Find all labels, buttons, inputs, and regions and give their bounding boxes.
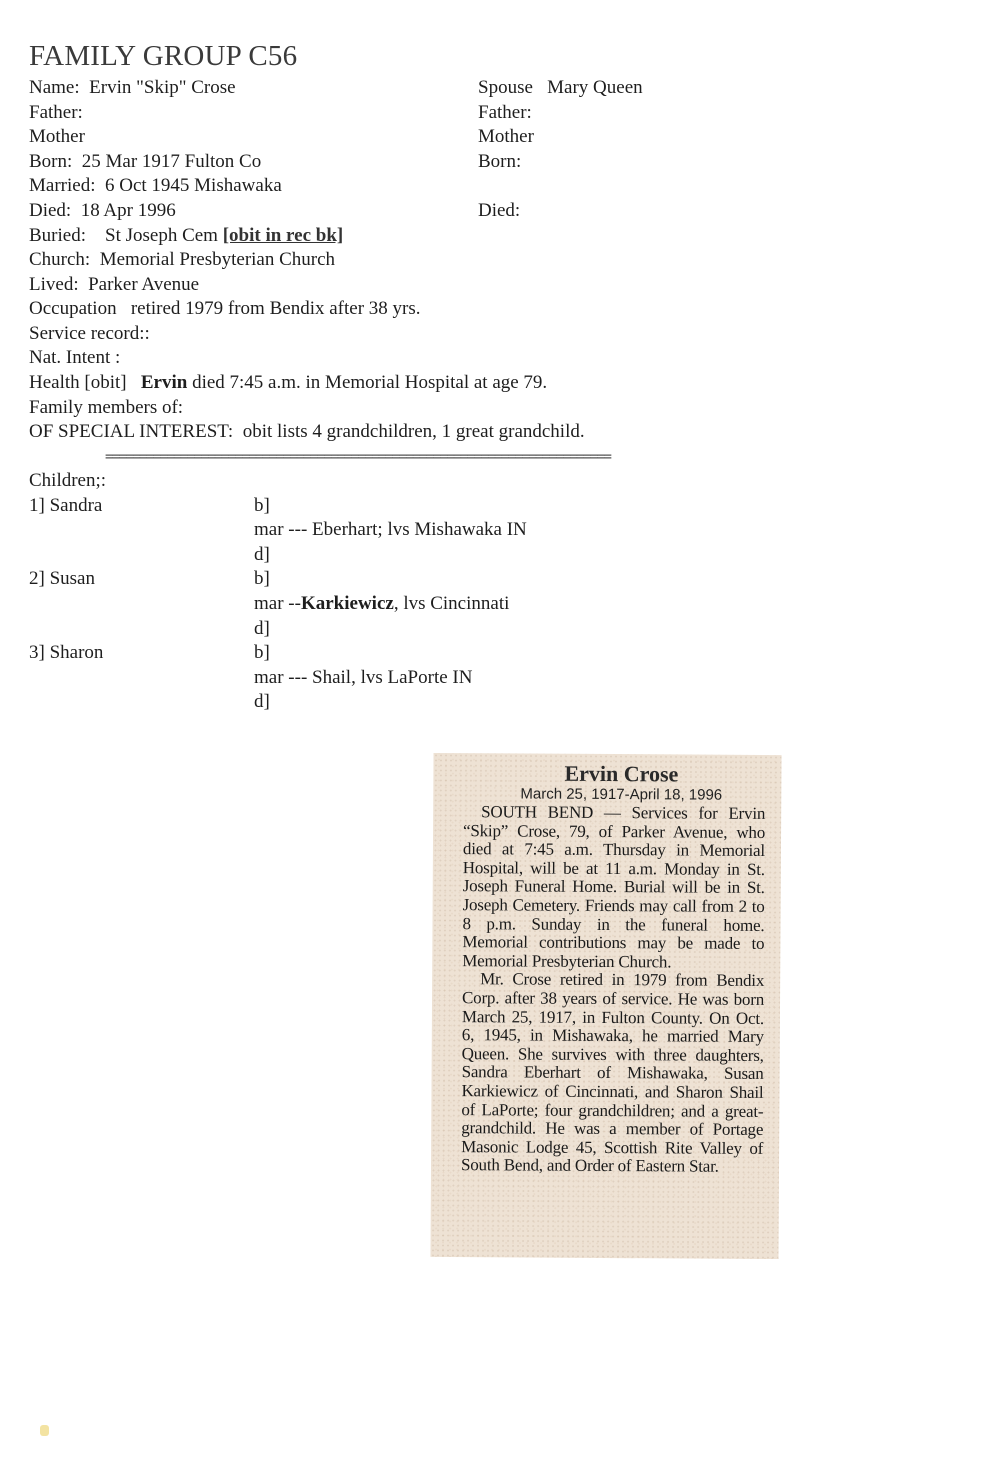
name-value: Ervin "Skip" Crose <box>89 77 236 98</box>
buried-row <box>29 224 343 248</box>
children-label: Children;: <box>29 470 107 491</box>
child-3-name: 3] Sharon <box>29 642 104 663</box>
paper-speck <box>40 1425 49 1436</box>
died-value: 18 Apr 1996 <box>80 200 176 221</box>
spouse-row <box>478 76 643 100</box>
child-3-mar-prefix: mar --- <box>254 667 313 688</box>
child-1-name: 1] Sandra <box>29 495 103 516</box>
lived-row <box>29 273 199 297</box>
special-interest-label: OF SPECIAL INTEREST: <box>29 421 234 442</box>
health-label: Health [obit] <box>29 372 127 393</box>
obituary-body <box>461 803 765 1177</box>
buried-label: Buried: <box>29 225 86 246</box>
born-label: Born: <box>29 151 73 172</box>
child-2-mar-prefix: mar -- <box>254 593 301 614</box>
married-label: Married: <box>29 175 96 196</box>
name-row <box>29 76 236 100</box>
child-3-born: b] <box>254 642 270 663</box>
obit-link[interactable]: [obit in rec bk] <box>222 225 344 246</box>
child-2-married <box>254 592 509 616</box>
spouse-name: Mary Queen <box>547 77 643 98</box>
page-title: FAMILY GROUP C56 <box>29 40 298 72</box>
child-2-name: 2] Susan <box>29 568 95 589</box>
child-1-mar-prefix: mar --- <box>254 519 313 540</box>
buried-value: St Joseph Cem <box>105 225 218 246</box>
married-row <box>29 174 282 198</box>
family-members-label: Family members of: <box>29 397 184 418</box>
special-interest-value: obit lists 4 grandchildren, 1 great grandchild. <box>242 421 585 442</box>
special-interest-row <box>29 420 585 444</box>
child-3-mar-rest: Shail, lvs LaPorte IN <box>312 667 473 688</box>
father-label: Father: <box>29 102 83 123</box>
child-2-died: d] <box>254 618 270 639</box>
child-2-mar-rest: , lvs Cincinnati <box>393 593 510 614</box>
occupation-row <box>29 297 421 321</box>
obituary-paragraph: SOUTH BEND — Services for Ervin “Skip” Crose, 79, of Parker Avenue, who died at 7:45 a.m. Thursday in Memorial Hospital, will be at 11 a.m. Monday in St. Joseph Funeral Home. Burial will be in St. Joseph Cemetery. Friends may call from 2 to 8 p.m. Sunday in the funeral home. Memorial contributions may be made to Memorial Presbyterian Church. <box>462 802 766 972</box>
church-value: Memorial Presbyterian Church <box>99 249 336 270</box>
spouse-label: Spouse <box>478 77 533 98</box>
obituary-heading: Ervin Crose <box>564 760 679 787</box>
obituary-clipping <box>430 753 781 1259</box>
born-value: 25 Mar 1917 Fulton Co <box>81 151 262 172</box>
child-1-married <box>254 518 527 542</box>
health-name: Ervin <box>140 372 188 393</box>
child-1-died: d] <box>254 544 270 565</box>
spouse-mother-label: Mother <box>478 126 534 147</box>
occupation-value: retired 1979 from Bendix after 38 yrs. <box>130 298 421 319</box>
nat-intent-label: Nat. Intent : <box>29 347 121 368</box>
obituary-dates: March 25, 1917-April 18, 1996 <box>520 785 723 804</box>
child-2-mar-surname: Karkiewicz <box>300 593 394 614</box>
child-1-born: b] <box>254 495 270 516</box>
child-2-born: b] <box>254 568 270 589</box>
child-1-mar-rest: Eberhart; lvs Mishawaka IN <box>312 519 527 540</box>
child-3-died: d] <box>254 691 270 712</box>
service-record-label: Service record:: <box>29 323 150 344</box>
lived-label: Lived: <box>29 274 79 295</box>
church-row <box>29 248 335 272</box>
lived-value: Parker Avenue <box>88 274 200 295</box>
died-row <box>29 199 176 223</box>
health-row <box>29 371 547 395</box>
health-value: died 7:45 a.m. in Memorial Hospital at age 79. <box>192 372 548 393</box>
obituary-paragraph: Mr. Crose retired in 1979 from Bendix Corp. after 38 years of service. He was born March 25, 1917, in Fulton County. On Oct. 6, 1945, in Mishawaka, he married Mary Queen. She survives with three daughters, Sandra Eberhart of Mishawaka, Susan Karkiewicz of Cincinnati, and Sharon Shail of LaPorte; four grandchildren; and a great-grandchild. He was a member of Portage Masonic Lodge 45, Scottish Rite Valley of South Bend, and Order of Eastern Star. <box>460 969 765 1176</box>
church-label: Church: <box>29 249 91 270</box>
mother-label: Mother <box>29 126 85 147</box>
spouse-born-label: Born: <box>478 151 522 172</box>
occupation-label: Occupation <box>29 298 117 319</box>
child-3-married <box>254 666 472 690</box>
spouse-father-label: Father: <box>478 102 532 123</box>
born-row <box>29 150 261 174</box>
married-value: 6 Oct 1945 Mishawaka <box>104 175 282 196</box>
died-label: Died: <box>29 200 72 221</box>
spouse-died-label: Died: <box>478 200 521 221</box>
divider-line: ========================================================================== <box>105 449 611 465</box>
name-label: Name: <box>29 77 80 98</box>
